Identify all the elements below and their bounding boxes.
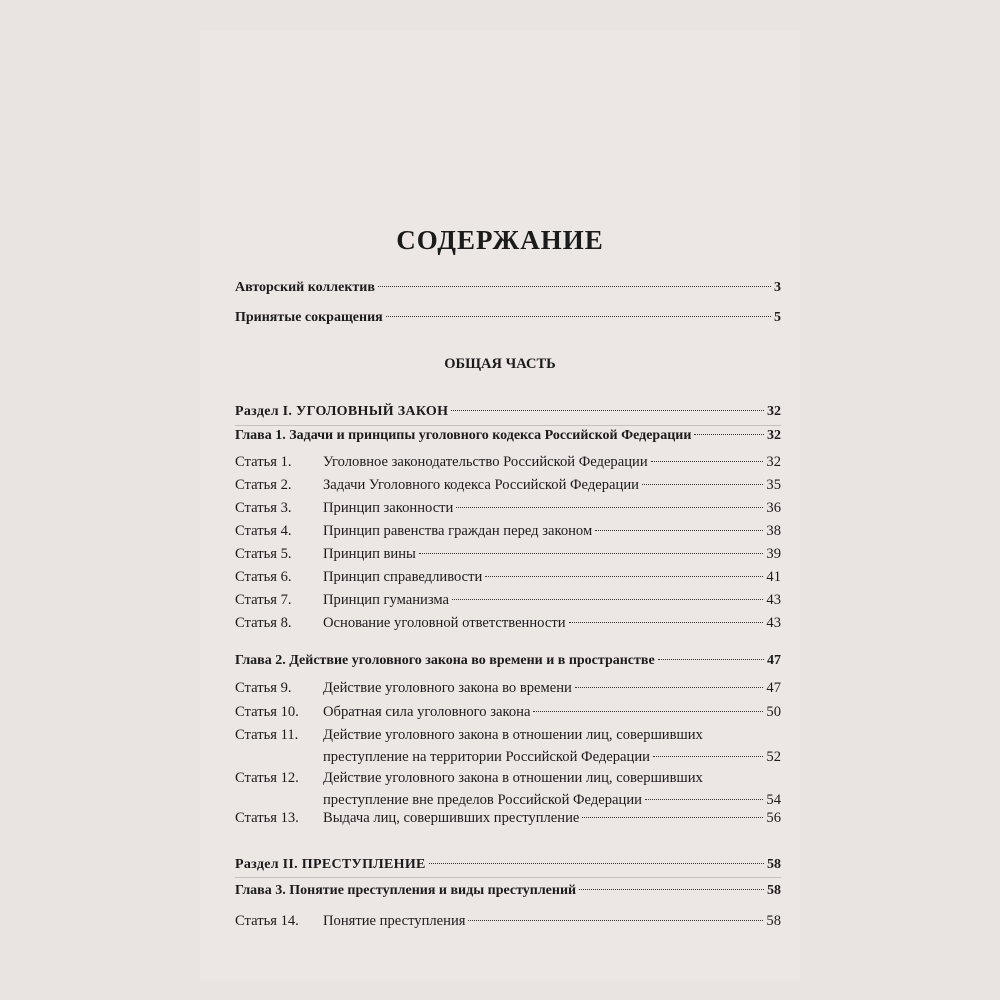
toc-entry-abbreviations[interactable] xyxy=(235,307,781,329)
article-page: 36 xyxy=(766,500,781,516)
article-title: Основание уголовной ответственности xyxy=(323,615,566,631)
article-title: Уголовное законодательство Российской Федерации xyxy=(323,454,648,470)
dot-leader xyxy=(452,598,763,600)
dot-leader xyxy=(533,710,763,712)
article-number: Статья 10. xyxy=(235,704,299,720)
article-title: Принцип законности xyxy=(323,500,454,516)
article-title: Действие уголовного закона во времени xyxy=(323,680,572,696)
dot-leader xyxy=(429,862,764,864)
dot-leader xyxy=(468,919,763,921)
article-number: Статья 14. xyxy=(235,913,299,929)
article-title: Принцип равенства граждан перед законом xyxy=(323,523,593,539)
chapter-page: 58 xyxy=(767,883,781,898)
article-number: Статья 13. xyxy=(235,810,299,826)
article-title-line2: преступление на территории Российской Федерации xyxy=(323,749,650,765)
section-label: Раздел II. ПРЕСТУПЛЕНИЕ xyxy=(235,857,426,872)
dot-leader xyxy=(653,755,763,757)
section-label: Раздел I. УГОЛОВНЫЙ ЗАКОН xyxy=(235,404,449,419)
dot-leader xyxy=(456,506,763,508)
toc-article[interactable] xyxy=(235,701,781,723)
article-title: Принцип справедливости xyxy=(323,569,483,585)
toc-section-2[interactable] xyxy=(235,854,781,876)
part-title: ОБЩАЯ ЧАСТЬ xyxy=(444,356,556,372)
toc-article[interactable] xyxy=(235,451,781,473)
article-number: Статья 2. xyxy=(235,477,292,493)
toc-section-1[interactable] xyxy=(235,401,781,423)
toc-article[interactable] xyxy=(235,612,781,634)
toc-article[interactable] xyxy=(235,677,781,699)
section-page: 58 xyxy=(767,857,781,872)
chapter-label: Глава 3. Понятие преступления и виды преступлений xyxy=(235,883,577,898)
article-number: Статья 8. xyxy=(235,615,292,631)
dot-leader xyxy=(579,888,764,890)
article-number: Статья 6. xyxy=(235,569,292,585)
toc-article[interactable] xyxy=(235,807,781,829)
article-title-line2: преступление вне пределов Российской Федерации xyxy=(323,792,642,808)
toc-article[interactable] xyxy=(235,910,781,932)
toc-article[interactable] xyxy=(235,724,781,768)
article-page: 32 xyxy=(766,454,781,470)
article-page: 58 xyxy=(766,913,781,929)
dot-leader xyxy=(645,798,763,800)
toc-chapter-1[interactable] xyxy=(235,425,781,447)
dot-leader xyxy=(575,686,764,688)
entry-page: 5 xyxy=(774,310,781,325)
chapter-page: 32 xyxy=(767,428,781,443)
toc-chapter-2[interactable] xyxy=(235,650,781,672)
toc-article[interactable] xyxy=(235,497,781,519)
article-number: Статья 9. xyxy=(235,680,292,696)
article-page: 43 xyxy=(766,592,781,608)
toc-chapter-3[interactable] xyxy=(235,880,781,902)
article-page: 50 xyxy=(766,704,781,720)
chapter-page: 47 xyxy=(767,653,781,668)
article-number: Статья 12. xyxy=(235,770,299,786)
dot-leader xyxy=(694,433,764,435)
dot-leader xyxy=(569,621,764,623)
toc-article[interactable] xyxy=(235,566,781,588)
dot-leader xyxy=(595,529,763,531)
article-title: Обратная сила уголовного закона xyxy=(323,704,531,720)
toc-article[interactable] xyxy=(235,520,781,542)
article-page: 52 xyxy=(766,749,781,765)
article-title: Выдача лиц, совершивших преступление xyxy=(323,810,580,826)
dot-leader xyxy=(658,658,764,660)
article-number: Статья 11. xyxy=(235,727,299,743)
divider xyxy=(235,877,781,878)
article-title: Принцип гуманизма xyxy=(323,592,450,608)
toc-article[interactable] xyxy=(235,767,781,811)
article-page: 39 xyxy=(766,546,781,562)
article-number: Статья 3. xyxy=(235,500,292,516)
article-title: Понятие преступления xyxy=(323,913,466,929)
article-number: Статья 5. xyxy=(235,546,292,562)
dot-leader xyxy=(386,315,771,317)
article-page: 47 xyxy=(766,680,781,696)
article-page: 38 xyxy=(766,523,781,539)
dot-leader xyxy=(419,552,764,554)
toc-article[interactable] xyxy=(235,474,781,496)
dot-leader xyxy=(651,460,764,462)
entry-page: 3 xyxy=(774,280,781,295)
article-page: 41 xyxy=(766,569,781,585)
dot-leader xyxy=(485,575,763,577)
section-page: 32 xyxy=(767,404,781,419)
article-number: Статья 7. xyxy=(235,592,292,608)
article-title-line1: Действие уголовного закона в отношении лиц, совершивших xyxy=(323,770,703,786)
article-page: 54 xyxy=(766,792,781,808)
article-number: Статья 1. xyxy=(235,454,292,470)
entry-label: Авторский коллектив xyxy=(235,280,375,295)
article-number: Статья 4. xyxy=(235,523,292,539)
chapter-label: Глава 1. Задачи и принципы уголовного кодекса Российской Федерации xyxy=(235,428,692,443)
dot-leader xyxy=(642,483,763,485)
article-title: Задачи Уголовного кодекса Российской Федерации xyxy=(323,477,639,493)
article-page: 43 xyxy=(766,615,781,631)
chapter-label: Глава 2. Действие уголовного закона во времени и в пространстве xyxy=(235,653,655,668)
page-title: СОДЕРЖАНИЕ xyxy=(396,225,604,255)
dot-leader xyxy=(451,409,764,411)
article-page: 56 xyxy=(766,810,781,826)
article-title-line1: Действие уголовного закона в отношении лиц, совершивших xyxy=(323,727,703,743)
toc-article[interactable] xyxy=(235,589,781,611)
toc-entry-authors[interactable] xyxy=(235,277,781,299)
dot-leader xyxy=(582,816,763,818)
dot-leader xyxy=(378,285,771,287)
toc-article[interactable] xyxy=(235,543,781,565)
article-page: 35 xyxy=(766,477,781,493)
article-title: Принцип вины xyxy=(323,546,416,562)
entry-label: Принятые сокращения xyxy=(235,310,383,325)
